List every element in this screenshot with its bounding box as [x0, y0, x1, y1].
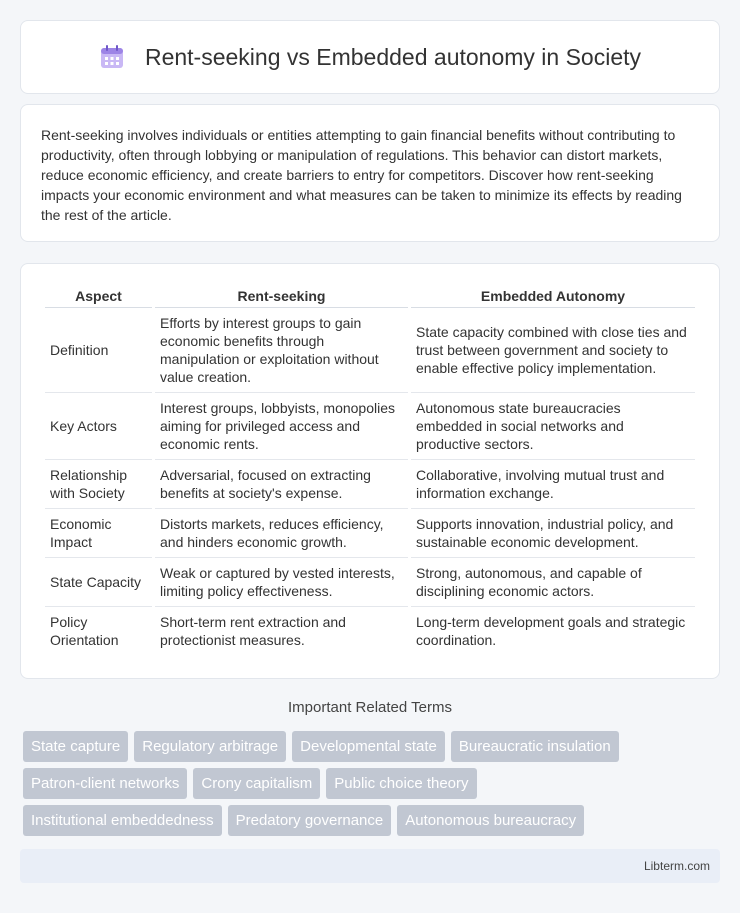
intro-card	[20, 104, 720, 242]
footer-site-link[interactable]: Libterm.com	[643, 859, 710, 873]
comparison-table	[42, 284, 698, 655]
rent-seeking-cell: Interest groups, lobbyists, monopolies aiming for privileged access and economic rents.	[155, 393, 408, 460]
table-row	[45, 393, 695, 460]
header-embedded-autonomy: Embedded Autonomy	[411, 284, 695, 308]
page-title: Rent-seeking vs Embedded autonomy in Society	[144, 43, 642, 70]
embedded-autonomy-cell: Supports innovation, industrial policy, and sustainable economic development.	[411, 509, 695, 558]
calendar-icon	[99, 44, 125, 70]
embedded-autonomy-cell: Strong, autonomous, and capable of disciplining economic actors.	[411, 558, 695, 607]
tag-state-capture[interactable]: State capture	[23, 731, 128, 762]
tag-patron-client-networks[interactable]: Patron-client networks	[23, 768, 187, 799]
table-row	[45, 308, 695, 393]
tag-public-choice-theory[interactable]: Public choice theory	[326, 768, 476, 799]
aspect-cell: Definition	[45, 308, 152, 393]
rent-seeking-cell: Short-term rent extraction and protectionist measures.	[160, 614, 346, 648]
tag-row	[23, 805, 723, 836]
comparison-table-card	[20, 263, 720, 679]
tag-row	[23, 768, 723, 799]
table-row	[45, 509, 695, 558]
aspect-cell: Relationship with Society	[45, 460, 152, 509]
rent-seeking-cell: Adversarial, focused on extracting benefits at society's expense.	[155, 460, 408, 509]
header-aspect: Aspect	[45, 284, 152, 308]
related-terms-title: Important Related Terms	[288, 699, 452, 716]
tag-bureaucratic-insulation[interactable]: Bureaucratic insulation	[451, 731, 619, 762]
table-header-row	[45, 284, 695, 308]
header-rent-seeking: Rent-seeking	[155, 284, 408, 308]
table-row	[45, 558, 695, 607]
footer	[20, 849, 720, 883]
related-terms-list	[23, 731, 723, 842]
table-row	[45, 460, 695, 509]
tag-crony-capitalism[interactable]: Crony capitalism	[193, 768, 320, 799]
embedded-autonomy-cell: Long-term development goals and strategic coordination.	[416, 614, 686, 648]
aspect-cell: Policy Orientation	[50, 614, 119, 648]
embedded-autonomy-cell: State capacity combined with close ties and trust between government and society to enable effective policy implementation.	[411, 308, 695, 393]
table-row	[45, 607, 695, 655]
embedded-autonomy-cell: Autonomous state bureaucracies embedded in social networks and productive sectors.	[411, 393, 695, 460]
tag-regulatory-arbitrage[interactable]: Regulatory arbitrage	[134, 731, 286, 762]
aspect-cell: Key Actors	[45, 393, 152, 460]
tag-row	[23, 731, 723, 762]
title-card	[20, 20, 720, 94]
rent-seeking-cell: Distorts markets, reduces efficiency, and hinders economic growth.	[155, 509, 408, 558]
tag-predatory-governance[interactable]: Predatory governance	[228, 805, 392, 836]
tag-developmental-state[interactable]: Developmental state	[292, 731, 445, 762]
intro-text: Rent-seeking involves individuals or entities attempting to gain financial benefits without contributing to productivity, often through lobbying or manipulation of regulations. This behavior can distort markets, reduce economic efficiency, and create barriers to entry for competitors. Discover how rent-seeking impacts your economic environment and what measures can be taken to minimize its effects by reading the rest of the article.	[41, 127, 682, 223]
aspect-cell: State Capacity	[45, 558, 152, 607]
tag-autonomous-bureaucracy[interactable]: Autonomous bureaucracy	[397, 805, 584, 836]
rent-seeking-cell: Efforts by interest groups to gain economic benefits through manipulation or exploitation without value creation.	[155, 308, 408, 393]
tag-institutional-embeddedness[interactable]: Institutional embeddedness	[23, 805, 222, 836]
rent-seeking-cell: Weak or captured by vested interests, limiting policy effectiveness.	[155, 558, 408, 607]
aspect-cell: Economic Impact	[45, 509, 152, 558]
embedded-autonomy-cell: Collaborative, involving mutual trust and information exchange.	[411, 460, 695, 509]
